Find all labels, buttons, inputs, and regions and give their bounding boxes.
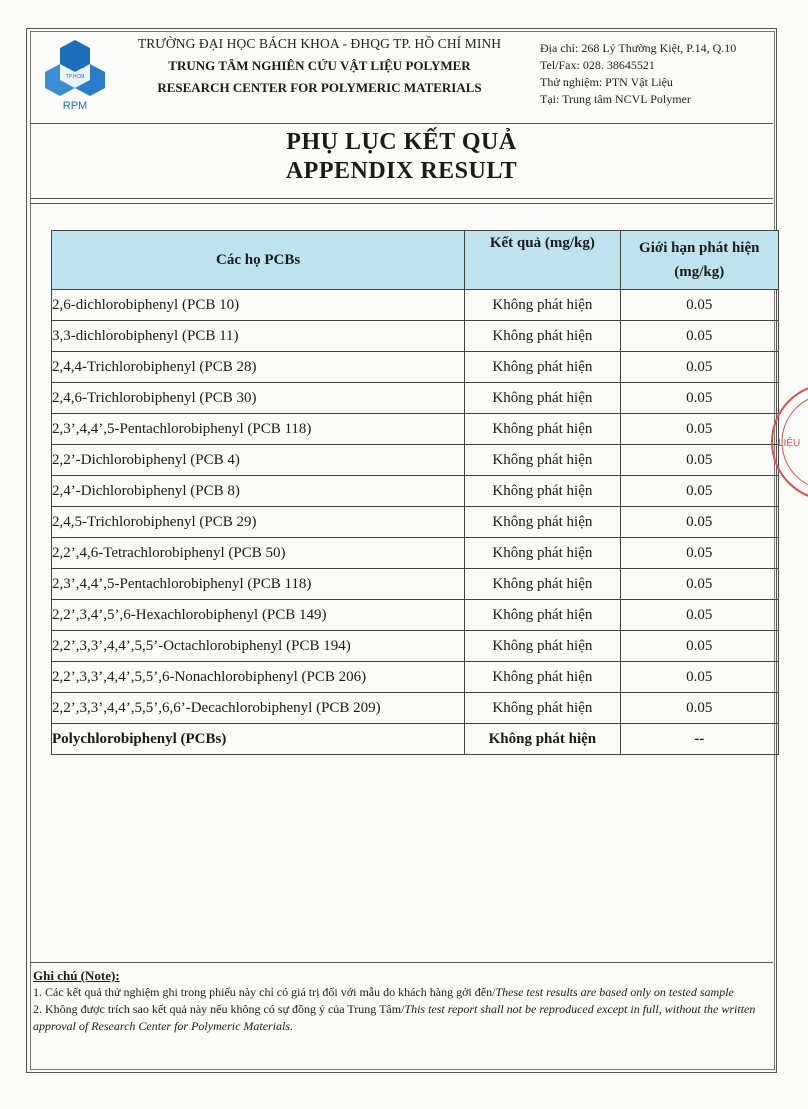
logo-rpm-text: RPM <box>62 100 88 112</box>
contact-block <box>540 40 775 108</box>
pcb-limit: 0.05 <box>620 383 778 414</box>
pcb-limit: 0.05 <box>620 352 778 383</box>
university-name: TRƯỜNG ĐẠI HỌC BÁCH KHOA - ĐHQG TP. HỒ CHÍ MINH <box>137 36 502 51</box>
table-row <box>52 600 779 631</box>
stamp-text: LIỆU <box>778 438 801 449</box>
table-row <box>52 693 779 724</box>
pcb-name: 2,3’,4,4’,5-Pentachlorobiphenyl (PCB 118) <box>52 569 465 600</box>
pcb-result: Không phát hiện <box>465 352 620 383</box>
table-row <box>52 321 779 352</box>
pcb-result: Không phát hiện <box>465 693 620 724</box>
note-1-en: These test results are based only on tested sample <box>495 985 734 999</box>
pcb-name: 2,6-dichlorobiphenyl (PCB 10) <box>52 290 465 321</box>
header-limit-line2: (mg/kg) <box>674 264 725 280</box>
pcb-result: Không phát hiện <box>465 662 620 693</box>
pcb-name: 2,2’,3,3’,4,4’,5,5’-Octachlorobiphenyl (PCB 194) <box>52 631 465 662</box>
total-row <box>52 724 779 755</box>
pcb-name: 2,4,5-Trichlorobiphenyl (PCB 29) <box>52 507 465 538</box>
note-1-vn: 1. Các kết quả thử nghiệm ghi trong phiếu này chỉ có giá trị đối với mẫu do khách hàng gởi đến/ <box>33 985 496 999</box>
title-separator <box>30 203 773 204</box>
stamp-fragment <box>768 372 808 512</box>
pcb-limit: 0.05 <box>620 476 778 507</box>
logo-bk-text: BK <box>65 56 85 71</box>
pcb-limit: 0.05 <box>620 290 778 321</box>
note-1 <box>33 984 773 1001</box>
total-result: Không phát hiện <box>465 724 620 755</box>
test-lab-line: Thử nghiệm: PTN Vật Liệu <box>540 75 673 89</box>
telfax-line: Tel/Fax: 028. 38645521 <box>540 58 655 72</box>
table-row <box>52 383 779 414</box>
notes-separator <box>30 962 773 963</box>
pcb-limit: 0.05 <box>620 569 778 600</box>
pcb-name: 2,4,4-Trichlorobiphenyl (PCB 28) <box>52 352 465 383</box>
address-line: Địa chỉ: 268 Lý Thường Kiệt, P.14, Q.10 <box>540 41 737 55</box>
pcb-name: 2,4’-Dichlorobiphenyl (PCB 8) <box>52 476 465 507</box>
pcb-name: 2,2’,3,3’,4,4’,5,5’,6,6’-Decachlorobiphenyl (PCB 209) <box>52 693 465 724</box>
table-row <box>52 631 779 662</box>
pcb-result: Không phát hiện <box>465 321 620 352</box>
table-row <box>52 290 779 321</box>
title-en: APPENDIX RESULT <box>285 158 518 184</box>
pcb-limit: 0.05 <box>620 693 778 724</box>
pcb-limit: 0.05 <box>620 538 778 569</box>
header-result: Kết quả (mg/kg) <box>465 231 620 290</box>
pcb-limit: 0.05 <box>620 600 778 631</box>
pcb-limit: 0.05 <box>620 631 778 662</box>
total-limit: -- <box>620 724 778 755</box>
header-limit-line1: Giới hạn phát hiện <box>639 240 760 256</box>
center-name-vn: TRUNG TÂM NGHIÊN CỨU VẬT LIỆU POLYMER <box>168 58 471 73</box>
pcb-result: Không phát hiện <box>465 600 620 631</box>
results-table <box>51 230 779 755</box>
pcb-name: 2,4,6-Trichlorobiphenyl (PCB 30) <box>52 383 465 414</box>
pcb-name: 2,2’-Dichlorobiphenyl (PCB 4) <box>52 445 465 476</box>
pcb-name: 2,3’,4,4’,5-Pentachlorobiphenyl (PCB 118) <box>52 414 465 445</box>
pcb-result: Không phát hiện <box>465 414 620 445</box>
pcb-result: Không phát hiện <box>465 290 620 321</box>
pcb-result: Không phát hiện <box>465 445 620 476</box>
pcb-name: 2,2’,3,3’,4,4’,5,5’,6-Nonachlorobiphenyl (PCB 206) <box>52 662 465 693</box>
rpm-logo <box>40 38 110 112</box>
notes-section <box>33 967 773 1035</box>
pcb-result: Không phát hiện <box>465 631 620 662</box>
note-2-vn: 2. Không được trích sao kết quả này nếu không có sự đồng ý của Trung Tâm/ <box>33 1002 405 1016</box>
logo-sub-text: TP.HCM <box>65 74 85 80</box>
pcb-result: Không phát hiện <box>465 507 620 538</box>
pcb-limit: 0.05 <box>620 414 778 445</box>
institution-block <box>112 36 527 96</box>
pcb-result: Không phát hiện <box>465 476 620 507</box>
total-name: Polychlorobiphenyl (PCBs) <box>52 724 465 755</box>
pcb-limit: 0.05 <box>620 445 778 476</box>
center-name-en: RESEARCH CENTER FOR POLYMERIC MATERIALS <box>157 80 482 95</box>
note-2 <box>33 1001 773 1035</box>
notes-title: Ghi chú (Note): <box>33 968 120 983</box>
pcb-limit: 0.05 <box>620 321 778 352</box>
table-row <box>52 445 779 476</box>
table-row <box>52 476 779 507</box>
header-detection-limit <box>620 231 778 290</box>
pcb-result: Không phát hiện <box>465 383 620 414</box>
pcb-limit: 0.05 <box>620 507 778 538</box>
table-row <box>52 569 779 600</box>
pcb-result: Không phát hiện <box>465 569 620 600</box>
pcb-result: Không phát hiện <box>465 538 620 569</box>
pcb-name: 2,2’,4,6-Tetrachlorobiphenyl (PCB 50) <box>52 538 465 569</box>
pcb-limit: 0.05 <box>620 662 778 693</box>
table-row <box>52 538 779 569</box>
note-2-en: This test report shall not be reproduced except in full, without the written approval of Research Center for Polymeric Materials. <box>33 1002 756 1033</box>
table-header-row <box>52 231 779 290</box>
location-line: Tại: Trung tâm NCVL Polymer <box>540 92 691 106</box>
table-row <box>52 352 779 383</box>
title-area <box>30 123 773 199</box>
table-row <box>52 414 779 445</box>
pcb-name: 3,3-dichlorobiphenyl (PCB 11) <box>52 321 465 352</box>
pcb-name: 2,2’,3,4’,5’,6-Hexachlorobiphenyl (PCB 149) <box>52 600 465 631</box>
title-vn: PHỤ LỤC KẾT QUẢ <box>286 129 517 155</box>
table-row <box>52 507 779 538</box>
table-row <box>52 662 779 693</box>
header-pcb-family: Các họ PCBs <box>52 231 465 290</box>
